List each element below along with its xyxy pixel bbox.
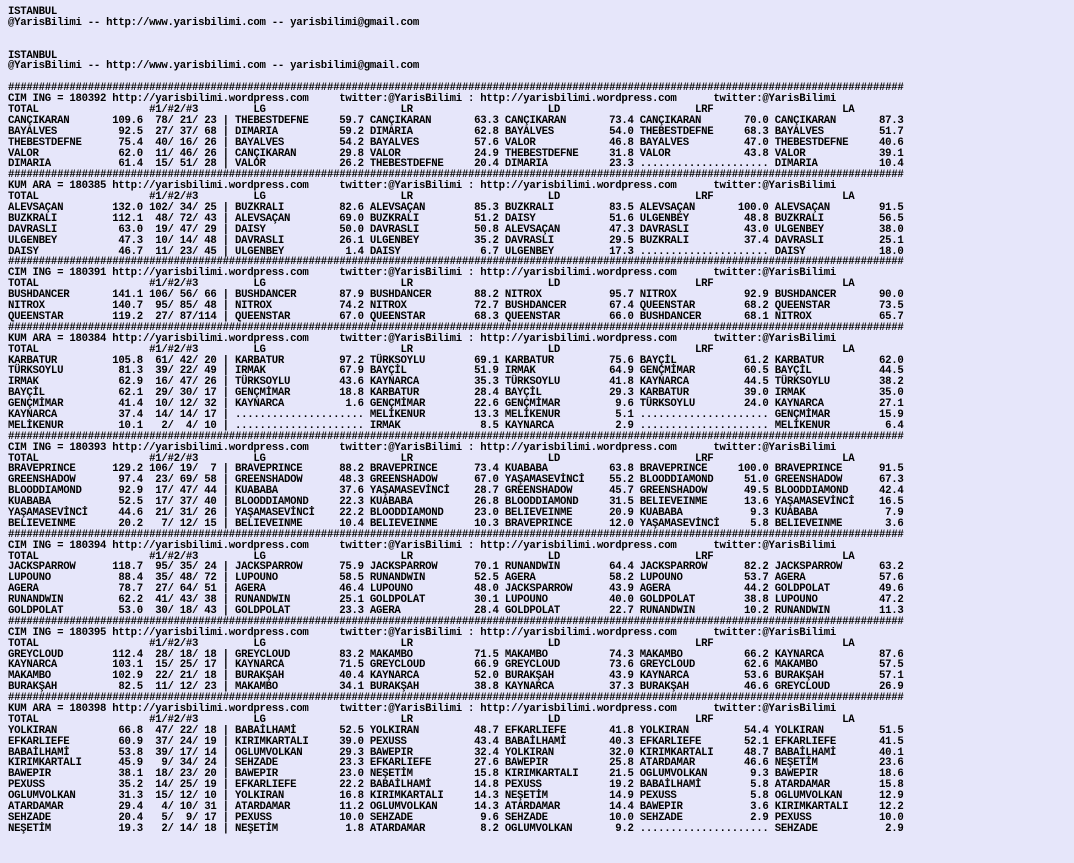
result-row: KAYNARCA 37.4 14/ 14/ 17 | ..................... MELİKENUR 13.3 MELİKENUR 5.1 ..................... GENÇMİMAR 15.9 [8,408,904,421]
race-header: CIM ING = 180391 http://yarisbilimi.wordpress.com twitter:@YarisBilimi : http://yarisbilimi.wordpress.com twitter:@YarisBilimi [8,267,837,280]
race-header: CIM ING = 180392 http://yarisbilimi.wordpress.com twitter:@YarisBilimi : http://yarisbilimi.wordpress.com twitter:@YarisBilimi [8,93,837,106]
separator-line: ################################################################################################################################################## [8,615,904,628]
separator-line: ################################################################################################################################################## [8,528,904,541]
result-row: BAYÇİL 62.1 29/ 30/ 17 | GENÇMİMAR 18.8 KARBATUR 28.4 BAYÇİL 29.3 KARBATUR 39.0 IRMAK 35.0 [8,387,904,400]
column-header: TOTAL #1/#2/#3 LG LR LD LRF LA [8,278,855,291]
column-header: TOTAL #1/#2/#3 LG LR LD LRF LA [8,550,855,563]
result-row: LUPOUNO 88.4 35/ 48/ 72 | LUPOUNO 58.5 RUNANDWIN 52.5 AGERA 58.2 LUPOUNO 53.7 AGERA 57.6 [8,572,904,585]
credit-line: @YarisBilimi -- http://www.yarisbilimi.com -- yarisbilimi@gmail.com [8,60,419,73]
result-row: BABAİLHAMİ 53.8 39/ 17/ 14 | OGLUMVOLKAN 29.3 BAWEPIR 32.4 YOLKIRAN 32.0 KIRIMKARTALI 48.7 BABAİLHAMİ 40.1 [8,746,904,759]
result-row: SEHZADE 20.4 5/ 9/ 17 | PEXUSS 10.0 SEHZADE 9.6 SEHZADE 10.0 SEHZADE 2.9 PEXUSS 10.0 [8,811,904,824]
result-row: BAWEPIR 38.1 18/ 23/ 20 | BAWEPIR 23.0 NEŞETİM 15.8 KIRIMKARTALI 21.5 OGLUMVOLKAN 9.3 BAWEPIR 18.6 [8,768,904,781]
result-row: THEBESTDEFNE 75.4 40/ 16/ 26 | BAYALVES 54.2 BAYALVES 57.6 VALOR 46.8 BAYALVES 47.0 THEBESTDEFNE 40.6 [8,136,904,149]
document-text [8,7,1074,835]
blank-line [8,40,1074,51]
separator-line: ################################################################################################################################################## [8,82,904,95]
result-row: NITROX 140.7 95/ 85/ 48 | NITROX 74.2 NITROX 72.7 BUSHDANCER 67.4 QUEENSTAR 68.2 QUEENSTAR 73.5 [8,300,904,313]
result-row: IRMAK 62.9 16/ 47/ 26 | TÜRKSOYLU 43.6 KAYNARCA 35.3 TÜRKSOYLU 41.8 KAYNARCA 44.5 TÜRKSOYLU 38.2 [8,376,904,389]
result-row: CANÇIKARAN 109.6 78/ 21/ 23 | THEBESTDEFNE 59.7 CANÇIKARAN 63.3 CANÇIKARAN 73.4 CANÇIKARAN 70.0 CANÇIKARAN 87.3 [8,114,904,127]
credit-line: @YarisBilimi -- http://www.yarisbilimi.com -- yarisbilimi@gmail.com [8,16,419,29]
result-row: MELİKENUR 10.1 2/ 4/ 10 | ..................... IRMAK 8.5 KAYNARCA 2.9 ..................... MELİKENUR 6.4 [8,419,904,432]
result-row: PEXUSS 35.2 14/ 25/ 19 | EFKARLIEFE 22.2 BABAİLHAMİ 14.8 PEXUSS 19.2 BABAİLHAMİ 5.8 ATARDAMAR 15.8 [8,779,904,792]
race-header: KUM ARA = 180398 http://yarisbilimi.wordpress.com twitter:@YarisBilimi : http://yarisbilimi.wordpress.com twitter:@YarisBilimi [8,703,837,715]
result-row: KAYNARCA 103.1 15/ 25/ 17 | KAYNARCA 71.5 GREYCLOUD 66.9 GREYCLOUD 73.6 GREYCLOUD 62.6 MAKAMBO 57.5 [8,659,904,672]
result-row: RUNANDWIN 62.2 41/ 43/ 38 | RUNANDWIN 25.1 GOLDPOLAT 30.1 LUPOUNO 40.0 GOLDPOLAT 38.8 LUPOUNO 47.2 [8,594,904,607]
result-row: YAŞAMASEVİNCİ 44.6 21/ 31/ 26 | YAŞAMASEVİNCİ 22.2 BLOODDIAMOND 23.0 BELIEVEINME 20.9 KUABABA 9.3 KUABABA 7.9 [8,506,904,519]
separator-line: ################################################################################################################################################## [8,692,904,705]
result-row: OGLUMVOLKAN 31.3 15/ 12/ 10 | YOLKIRAN 16.8 KIRIMKARTALI 14.3 NEŞETİM 14.9 PEXUSS 5.8 OGLUMVOLKAN 12.9 [8,790,904,803]
result-row: GOLDPOLAT 53.0 30/ 18/ 43 | GOLDPOLAT 23.3 AGERA 28.4 GOLDPOLAT 22.7 RUNANDWIN 10.2 RUNANDWIN 11.3 [8,604,904,617]
result-row: KARBATUR 105.8 61/ 42/ 20 | KARBATUR 97.2 TÜRKSOYLU 69.1 KARBATUR 75.6 BAYÇİL 61.2 KARBATUR 62.0 [8,354,904,367]
separator-line: ################################################################################################################################################## [8,169,904,182]
result-row: KUABABA 52.5 17/ 37/ 40 | BLOODDIAMOND 22.3 KUABABA 26.8 BLOODDIAMOND 31.5 BELIEVEINME 13.6 YAŞAMASEVİNCİ 16.5 [8,496,904,509]
city-heading: ISTANBUL [8,49,58,62]
result-row: GREYCLOUD 112.4 28/ 18/ 18 | GREYCLOUD 83.2 MAKAMBO 71.5 MAKAMBO 74.3 MAKAMBO 66.2 KAYNARCA 87.6 [8,648,904,661]
result-row: NEŞETİM 19.3 2/ 14/ 18 | NEŞETİM 1.8 ATARDAMAR 8.2 OGLUMVOLKAN 9.2 ..................... SEHZADE 2.9 [8,822,904,835]
column-header: TOTAL #1/#2/#3 LG LR LD LRF LA [8,713,855,726]
column-header: TOTAL #1/#2/#3 LG LR LD LRF LA [8,191,855,204]
column-header: TOTAL #1/#2/#3 LG LR LD LRF LA [8,637,855,650]
separator-line: ################################################################################################################################################## [8,256,904,269]
result-row: DAISY 46.7 11/ 23/ 45 | ULGENBEY 1.4 DAISY 6.7 ULGENBEY 17.3 ..................... DAISY 18.0 [8,245,904,258]
result-row: YOLKIRAN 66.8 47/ 22/ 18 | BABAİLHAMİ 52.5 YOLKIRAN 48.7 EFKARLIEFE 41.8 YOLKIRAN 54.4 YOLKIRAN 51.5 [8,724,904,737]
separator-line: ################################################################################################################################################## [8,321,904,334]
result-row: BUZKRALI 112.1 48/ 72/ 43 | ALEVSAÇAN 69.0 BUZKRALI 51.2 DAISY 51.6 ULGENBEY 48.8 BUZKRALI 56.5 [8,212,904,225]
result-row: JACKSPARROW 118.7 95/ 35/ 24 | JACKSPARROW 75.9 JACKSPARROW 70.1 RUNANDWIN 64.4 JACKSPARROW 82.2 JACKSPARROW 63.2 [8,561,904,574]
city-heading: ISTANBUL [8,6,58,18]
race-header: CIM ING = 180395 http://yarisbilimi.wordpress.com twitter:@YarisBilimi : http://yarisbilimi.wordpress.com twitter:@YarisBilimi [8,626,837,639]
race-header: CIM ING = 180393 http://yarisbilimi.wordpress.com twitter:@YarisBilimi : http://yarisbilimi.wordpress.com twitter:@YarisBilimi [8,441,837,454]
result-row: BURAKŞAH 82.5 11/ 12/ 23 | MAKAMBO 34.1 BURAKŞAH 38.8 KAYNARCA 37.3 BURAKŞAH 46.6 GREYCLOUD 26.9 [8,681,904,694]
result-row: ATARDAMAR 29.4 4/ 10/ 31 | ATARDAMAR 11.2 OGLUMVOLKAN 14.3 ATARDAMAR 14.4 BAWEPIR 3.6 KIRIMKARTALI 12.2 [8,801,904,814]
race-header: CIM ING = 180394 http://yarisbilimi.wordpress.com twitter:@YarisBilimi : http://yarisbilimi.wordpress.com twitter:@YarisBilimi [8,539,837,552]
result-row: BUSHDANCER 141.1 106/ 56/ 66 | BUSHDANCER 87.9 BUSHDANCER 88.2 NITROX 95.7 NITROX 92.9 BUSHDANCER 90.0 [8,289,904,302]
result-row: BRAVEPRINCE 129.2 106/ 19/ 7 | BRAVEPRINCE 88.2 BRAVEPRINCE 73.4 KUABABA 63.8 BRAVEPRINCE 100.0 BRAVEPRINCE 91.5 [8,463,904,476]
result-row: VALOR 62.0 11/ 46/ 26 | CANÇIKARAN 29.8 VALOR 24.9 THEBESTDEFNE 31.8 VALOR 43.8 VALOR 39.1 [8,147,904,160]
column-header: TOTAL #1/#2/#3 LG LR LD LRF LA [8,452,855,465]
result-row: ALEVSAÇAN 132.0 102/ 34/ 25 | BUZKRALI 82.6 ALEVSAÇAN 85.3 BUZKRALI 83.5 ALEVSAÇAN 100.0 ALEVSAÇAN 91.5 [8,202,904,215]
result-row: EFKARLIEFE 60.9 37/ 24/ 19 | KIRIMKARTALI 39.0 PEXUSS 43.4 BABAİLHAMİ 40.3 EFKARLIEFE 52.1 EFKARLIEFE 41.5 [8,735,904,748]
column-header: TOTAL #1/#2/#3 LG LR LD LRF LA [8,104,855,117]
result-row: GREENSHADOW 97.4 23/ 69/ 58 | GREENSHADOW 48.3 GREENSHADOW 67.0 YAŞAMASEVİNCİ 55.2 BLOODDIAMOND 51.0 GREENSHADOW 67.3 [8,474,904,487]
result-row: TÜRKSOYLU 81.3 39/ 22/ 49 | IRMAK 67.9 BAYÇİL 51.9 IRMAK 64.9 GENÇMİMAR 60.5 BAYÇİL 44.5 [8,365,904,378]
blank-line [8,29,1074,40]
result-row: KIRIMKARTALI 45.9 9/ 34/ 24 | SEHZADE 23.3 EFKARLIEFE 27.6 BAWEPIR 25.8 ATARDAMAR 46.6 NEŞETİM 23.6 [8,757,904,770]
result-row: BAYALVES 92.5 27/ 37/ 68 | DIMARIA 59.2 DIMARIA 62.8 BAYALVES 54.0 THEBESTDEFNE 68.3 BAYALVES 51.7 [8,125,904,138]
result-row: BELIEVEINME 20.2 7/ 12/ 15 | BELIEVEINME 10.4 BELIEVEINME 10.3 BRAVEPRINCE 12.0 YAŞAMASEVİNCİ 5.8 BELIEVEINME 3.6 [8,517,904,530]
race-header: KUM ARA = 180385 http://yarisbilimi.wordpress.com twitter:@YarisBilimi : http://yarisbilimi.wordpress.com twitter:@YarisBilimi [8,180,837,193]
race-header: KUM ARA = 180384 http://yarisbilimi.wordpress.com twitter:@YarisBilimi : http://yarisbilimi.wordpress.com twitter:@YarisBilimi [8,332,837,345]
column-header: TOTAL #1/#2/#3 LG LR LD LRF LA [8,343,855,356]
result-row: DIMARIA 61.4 15/ 51/ 28 | VALOR 26.2 THEBESTDEFNE 20.4 DIMARIA 23.3 ..................... DIMARIA 10.4 [8,158,904,171]
separator-line: ################################################################################################################################################## [8,430,904,443]
result-row: QUEENSTAR 119.2 27/ 87/114 | QUEENSTAR 67.0 QUEENSTAR 68.3 QUEENSTAR 66.0 BUSHDANCER 68.1 NITROX 65.7 [8,310,904,323]
result-row: DAVRASLI 63.0 19/ 47/ 29 | DAISY 50.0 DAVRASLI 50.8 ALEVSAÇAN 47.3 DAVRASLI 43.0 ULGENBEY 38.0 [8,223,904,236]
result-row: BLOODDIAMOND 92.9 17/ 47/ 44 | KUABABA 37.6 YAŞAMASEVİNCİ 28.7 GREENSHADOW 45.7 GREENSHADOW 49.5 BLOODDIAMOND 42.4 [8,485,904,498]
result-row: GENÇMİMAR 41.4 10/ 12/ 32 | KAYNARCA 1.6 GENÇMİMAR 22.6 GENÇMİMAR 9.6 TÜRKSOYLU 24.0 KAYNARCA 27.1 [8,398,904,411]
result-row: MAKAMBO 102.9 22/ 21/ 18 | BURAKŞAH 40.4 KAYNARCA 52.0 BURAKŞAH 43.9 KAYNARCA 53.6 BURAKŞAH 57.1 [8,670,904,683]
result-row: AGERA 78.7 27/ 64/ 51 | AGERA 46.4 LUPOUNO 48.0 JACKSPARROW 43.9 AGERA 44.2 GOLDPOLAT 49.6 [8,583,904,596]
result-row: ULGENBEY 47.3 10/ 14/ 48 | DAVRASLI 26.1 ULGENBEY 35.2 DAVRASLI 29.5 BUZKRALI 37.4 DAVRASLI 25.1 [8,234,904,247]
